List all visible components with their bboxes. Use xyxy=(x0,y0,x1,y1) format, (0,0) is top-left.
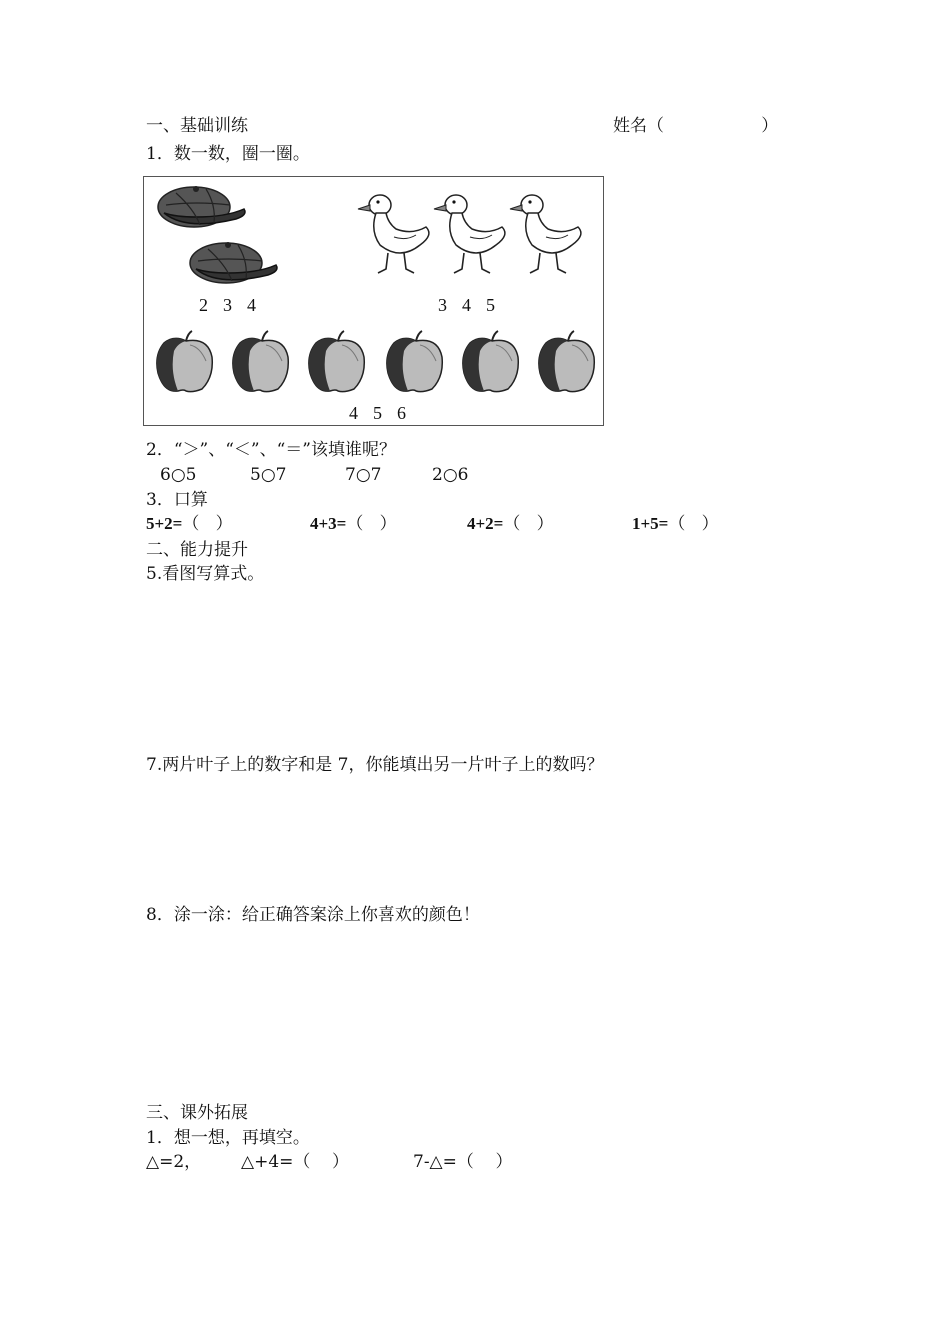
question-5-prompt: 5.看图写算式。 xyxy=(146,564,265,584)
apples-number-option[interactable]: 4 xyxy=(349,403,358,423)
question-3-prompt: 3．口算 xyxy=(146,490,208,510)
apples-number-option[interactable]: 5 xyxy=(373,403,382,423)
hats-number-option[interactable]: 4 xyxy=(247,295,256,315)
apple-icon xyxy=(539,331,594,392)
apple-icon xyxy=(463,331,518,392)
math-expression: 1+5= xyxy=(632,514,669,533)
apple-icon xyxy=(233,331,288,392)
question-7-prompt: 7.两片叶子上的数字和是 7，你能填出另一片叶子上的数吗？ xyxy=(146,755,604,775)
apple-icon xyxy=(309,331,364,392)
extension-1-prompt: 1．想一想，再填空。 xyxy=(146,1128,310,1148)
ducks-number-option[interactable]: 5 xyxy=(486,295,495,315)
compare-item[interactable]: 2○6 xyxy=(432,465,469,485)
compare-item[interactable]: 6○5 xyxy=(160,465,197,485)
ducks-number-option[interactable]: 3 xyxy=(438,295,447,315)
mental-math-item xyxy=(632,514,719,534)
section-2-title: 二、能力提升 xyxy=(146,540,248,560)
section-3-title: 三、课外拓展 xyxy=(146,1103,248,1123)
math-expression: 4+3= xyxy=(310,514,347,533)
compare-item[interactable]: 5○7 xyxy=(250,465,287,485)
answer-blank[interactable]: （ ） xyxy=(182,514,233,534)
triangle-expression-1[interactable]: △+4=（ ） xyxy=(241,1152,349,1172)
apples-number-option[interactable]: 6 xyxy=(397,403,406,423)
triangle-expression-2[interactable]: 7-△=（ ） xyxy=(413,1152,513,1172)
mental-math-item xyxy=(467,514,554,534)
name-field-label: 姓名（ ） xyxy=(613,116,779,136)
duck-icon xyxy=(358,195,429,273)
answer-blank[interactable]: （ ） xyxy=(668,514,719,534)
duck-icon xyxy=(434,195,505,273)
apple-icon xyxy=(387,331,442,392)
hats-number-option[interactable]: 3 xyxy=(223,295,232,315)
question-8-prompt: 8．涂一涂：给正确答案涂上你喜欢的颜色！ xyxy=(146,905,480,925)
answer-blank[interactable]: （ ） xyxy=(503,514,554,534)
counting-illustration xyxy=(144,177,605,427)
math-expression: 4+2= xyxy=(467,514,504,533)
triangle-given: △=2， xyxy=(146,1152,202,1172)
question-1-prompt: 1．数一数，圈一圈。 xyxy=(146,144,310,164)
answer-blank[interactable]: （ ） xyxy=(346,514,397,534)
hat-icon xyxy=(190,242,277,283)
mental-math-item xyxy=(310,514,397,534)
apple-icon xyxy=(157,331,212,392)
hat-icon xyxy=(158,186,245,227)
mental-math-item xyxy=(146,514,233,534)
ducks-number-option[interactable]: 4 xyxy=(462,295,471,315)
section-1-title: 一、基础训练 xyxy=(146,116,248,136)
compare-item[interactable]: 7○7 xyxy=(345,465,382,485)
hats-number-option[interactable]: 2 xyxy=(199,295,208,315)
math-expression: 5+2= xyxy=(146,514,183,533)
question-2-prompt: 2．“＞”、“＜”、“＝”该填谁呢？ xyxy=(146,440,396,460)
duck-icon xyxy=(510,195,581,273)
counting-figure xyxy=(143,176,604,426)
